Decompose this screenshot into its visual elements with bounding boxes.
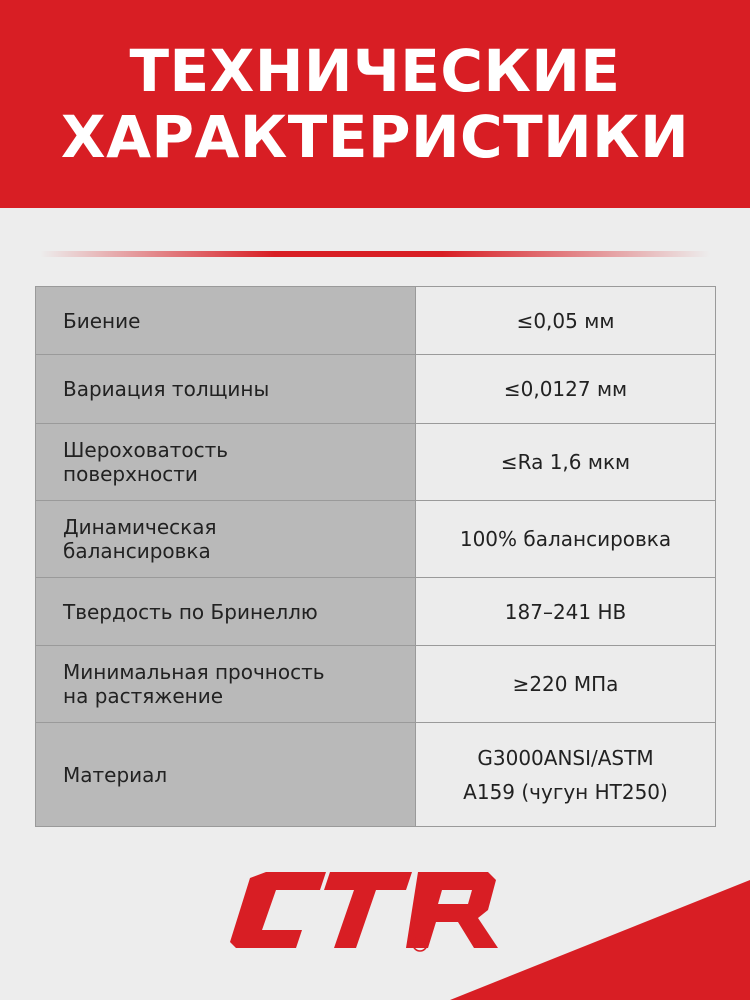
table-row bbox=[36, 287, 716, 355]
spec-value: G3000ANSI/ASTM A159 (чугун HT250) bbox=[416, 723, 716, 827]
red-divider-line bbox=[40, 251, 710, 257]
spec-value: ≤0,05 мм bbox=[416, 287, 716, 355]
spec-label: Динамическая балансировка bbox=[36, 501, 416, 578]
table-row bbox=[36, 501, 716, 578]
title-line-1: ТЕХНИЧЕСКИЕ bbox=[129, 37, 621, 105]
table-row bbox=[36, 355, 716, 424]
table-row bbox=[36, 578, 716, 646]
spec-value: 100% балансировка bbox=[416, 501, 716, 578]
specifications-table bbox=[35, 286, 716, 827]
spec-label: Вариация толщины bbox=[36, 355, 416, 424]
spec-value: ≥220 МПа bbox=[416, 646, 716, 723]
spec-value: 187–241 HB bbox=[416, 578, 716, 646]
title-line-2: ХАРАКТЕРИСТИКИ bbox=[60, 103, 690, 171]
table-row bbox=[36, 646, 716, 723]
spec-label: Минимальная прочность на растяжение bbox=[36, 646, 416, 723]
spec-label: Материал bbox=[36, 723, 416, 827]
table-row bbox=[36, 424, 716, 501]
ctr-logo bbox=[226, 872, 526, 956]
title-banner bbox=[0, 0, 750, 208]
spec-value: ≤Ra 1,6 мкм bbox=[416, 424, 716, 501]
spec-value: ≤0,0127 мм bbox=[416, 355, 716, 424]
spec-label: Твердость по Бринеллю bbox=[36, 578, 416, 646]
table-row bbox=[36, 723, 716, 827]
spec-label: Биение bbox=[36, 287, 416, 355]
spec-label: Шероховатость поверхности bbox=[36, 424, 416, 501]
